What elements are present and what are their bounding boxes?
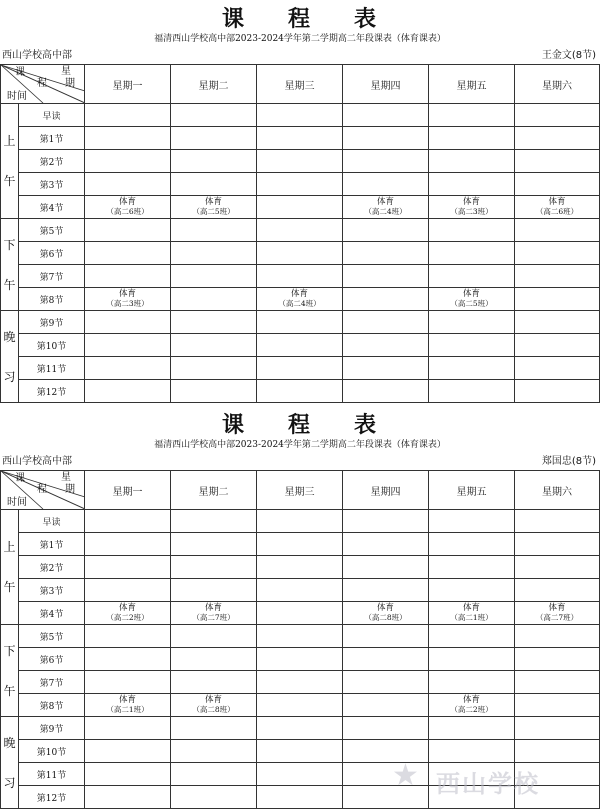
schedule-cell xyxy=(85,242,171,265)
schedule-cell xyxy=(85,556,171,579)
period-row xyxy=(1,265,600,288)
corner-cell xyxy=(1,65,85,104)
day-header: 星期一 xyxy=(85,471,171,510)
schedule-cell xyxy=(515,104,600,127)
session-char: 午 xyxy=(3,683,16,698)
day-header: 星期三 xyxy=(257,65,343,104)
schedule-cell xyxy=(515,196,600,219)
period-label: 第2节 xyxy=(19,556,85,579)
schedule-cell xyxy=(343,219,429,242)
period-row xyxy=(1,717,600,740)
period-label: 第11节 xyxy=(19,357,85,380)
watermark xyxy=(392,756,592,806)
schedule-cell xyxy=(429,173,515,196)
schedule-cell xyxy=(429,694,515,717)
schedule-cell xyxy=(85,357,171,380)
period-row xyxy=(1,242,600,265)
session-label xyxy=(1,625,19,717)
schedule-cell xyxy=(515,150,600,173)
period-label: 第3节 xyxy=(19,579,85,602)
schedule-cell xyxy=(171,150,257,173)
day-header: 星期三 xyxy=(257,471,343,510)
schedule-cell xyxy=(85,311,171,334)
corner-label-ke: 课 xyxy=(15,67,25,78)
school-name: 西山学校高中部 xyxy=(2,50,72,61)
class-text: （高二7班） xyxy=(192,613,235,622)
schedule-cell xyxy=(257,648,343,671)
schedule-cell xyxy=(85,648,171,671)
period-label: 第5节 xyxy=(19,625,85,648)
class-text: （高二6班） xyxy=(106,207,149,216)
day-header: 星期一 xyxy=(85,65,171,104)
schedule-cell xyxy=(171,625,257,648)
schedule-cell xyxy=(85,717,171,740)
period-label: 早读 xyxy=(19,104,85,127)
schedule-cell xyxy=(429,510,515,533)
schedule-cell xyxy=(429,127,515,150)
schedule-cell xyxy=(171,242,257,265)
schedule-cell xyxy=(515,648,600,671)
schedule-cell xyxy=(171,579,257,602)
class-text: （高二1班） xyxy=(450,613,493,622)
period-row xyxy=(1,510,600,533)
period-label: 第8节 xyxy=(19,288,85,311)
schedule-cell xyxy=(429,150,515,173)
subject-text: 体育 xyxy=(376,603,394,613)
schedule-cell xyxy=(257,694,343,717)
corner-label-xing: 星 xyxy=(61,472,71,483)
session-char: 晚 xyxy=(3,329,16,344)
schedule-cell xyxy=(515,265,600,288)
period-row xyxy=(1,671,600,694)
class-text: （高二4班） xyxy=(278,299,321,308)
schedule-cell xyxy=(171,357,257,380)
schedule-cell xyxy=(257,556,343,579)
schedule-cell xyxy=(257,242,343,265)
schedule-cell xyxy=(515,625,600,648)
subject-text: 体育 xyxy=(118,289,136,299)
schedule-cell xyxy=(257,288,343,311)
period-label: 第1节 xyxy=(19,127,85,150)
schedule-cell xyxy=(343,579,429,602)
schedule-cell xyxy=(257,533,343,556)
class-text: （高二5班） xyxy=(450,299,493,308)
period-label: 第2节 xyxy=(19,150,85,173)
corner-label-cheng: 程 xyxy=(37,78,47,89)
session-label xyxy=(1,219,19,311)
schedule-cell xyxy=(429,579,515,602)
schedule-cell xyxy=(85,763,171,786)
period-label: 第4节 xyxy=(19,602,85,625)
schedule-cell xyxy=(515,242,600,265)
schedule-cell xyxy=(171,763,257,786)
period-row xyxy=(1,311,600,334)
schedule-cell xyxy=(429,242,515,265)
schedule-cell xyxy=(257,219,343,242)
corner-label-ke: 课 xyxy=(15,473,25,484)
subject-text: 体育 xyxy=(462,289,480,299)
schedule-cell xyxy=(343,196,429,219)
schedule-cell xyxy=(171,127,257,150)
schedule-cell xyxy=(343,625,429,648)
day-header: 星期五 xyxy=(429,471,515,510)
subject-text: 体育 xyxy=(204,197,222,207)
subject-text: 体育 xyxy=(290,289,308,299)
schedule-cell xyxy=(257,173,343,196)
schedule-cell xyxy=(343,510,429,533)
schedule-cell xyxy=(343,265,429,288)
corner-label-xing: 星 xyxy=(61,66,71,77)
session-label xyxy=(1,717,19,809)
session-label xyxy=(1,510,19,625)
day-header: 星期二 xyxy=(171,471,257,510)
period-row xyxy=(1,196,600,219)
subject-text: 体育 xyxy=(462,197,480,207)
schedule-table xyxy=(0,64,600,403)
schedule-cell xyxy=(515,173,600,196)
period-label: 第3节 xyxy=(19,173,85,196)
schedule-cell xyxy=(515,671,600,694)
schedule-cell xyxy=(515,311,600,334)
schedule-cell xyxy=(429,334,515,357)
class-text: （高二1班） xyxy=(106,705,149,714)
schedule-cell xyxy=(171,104,257,127)
period-label: 第6节 xyxy=(19,648,85,671)
schedule-cell xyxy=(171,265,257,288)
period-row xyxy=(1,334,600,357)
schedule-cell xyxy=(515,602,600,625)
schedule-cell xyxy=(343,104,429,127)
sheet-title: 课 程 表 xyxy=(221,6,378,32)
period-row xyxy=(1,173,600,196)
class-text: （高二4班） xyxy=(364,207,407,216)
corner-label-qi: 期 xyxy=(65,78,75,89)
class-text: （高二7班） xyxy=(535,613,579,622)
schedule-cell xyxy=(429,625,515,648)
schedule-cell xyxy=(257,602,343,625)
schedule-cell xyxy=(85,786,171,809)
schedule-cell xyxy=(257,786,343,809)
period-row xyxy=(1,127,600,150)
schedule-cell xyxy=(85,150,171,173)
subject-text: 体育 xyxy=(204,695,222,705)
schedule-cell xyxy=(515,717,600,740)
schedule-cell xyxy=(257,510,343,533)
schedule-cell xyxy=(515,127,600,150)
class-text: （高二8班） xyxy=(364,613,407,622)
schedule-cell xyxy=(171,602,257,625)
schedule-cell xyxy=(257,625,343,648)
schedule-cell xyxy=(257,579,343,602)
schedule-cell xyxy=(515,694,600,717)
session-label xyxy=(1,104,19,219)
period-label: 第4节 xyxy=(19,196,85,219)
schedule-cell xyxy=(515,510,600,533)
period-label: 早读 xyxy=(19,510,85,533)
subject-text: 体育 xyxy=(118,197,136,207)
class-text: （高二3班） xyxy=(450,207,493,216)
watermark-text: 西山学校 xyxy=(436,770,540,798)
schedule-cell xyxy=(515,380,600,403)
schedule-cell xyxy=(429,219,515,242)
schedule-cell xyxy=(85,602,171,625)
schedule-cell xyxy=(343,380,429,403)
session-char: 上 xyxy=(3,134,16,148)
period-row xyxy=(1,694,600,717)
period-row xyxy=(1,150,600,173)
period-row xyxy=(1,288,600,311)
schedule-cell xyxy=(343,694,429,717)
sheet-title: 课 程 表 xyxy=(221,412,378,438)
sheet-subtitle: 福清西山学校高中部2023-2024学年第二学期高二年段课表（体育课表） xyxy=(154,440,446,450)
schedule-cell xyxy=(343,288,429,311)
schedule-cell xyxy=(429,717,515,740)
schedule-cell xyxy=(171,740,257,763)
schedule-cell xyxy=(85,265,171,288)
period-label: 第10节 xyxy=(19,334,85,357)
period-label: 第6节 xyxy=(19,242,85,265)
schedule-cell xyxy=(85,219,171,242)
period-row xyxy=(1,219,600,242)
schedule-cell xyxy=(515,533,600,556)
schedule-cell xyxy=(171,288,257,311)
schedule-cell xyxy=(429,288,515,311)
class-text: （高二5班） xyxy=(192,207,235,216)
schedule-cell xyxy=(343,242,429,265)
schedule-cell xyxy=(85,127,171,150)
schedule-cell xyxy=(257,311,343,334)
schedule-cell xyxy=(429,380,515,403)
schedule-cell xyxy=(171,533,257,556)
schedule-cell xyxy=(171,510,257,533)
schedule-cell xyxy=(257,150,343,173)
period-row xyxy=(1,104,600,127)
schedule-cell xyxy=(343,717,429,740)
schedule-cell xyxy=(515,334,600,357)
session-char: 习 xyxy=(3,369,16,384)
schedule-cell xyxy=(343,127,429,150)
period-label: 第1节 xyxy=(19,533,85,556)
schedule-cell xyxy=(171,648,257,671)
schedule-cell xyxy=(85,625,171,648)
schedule-cell xyxy=(171,671,257,694)
schedule-cell xyxy=(429,104,515,127)
subject-text: 体育 xyxy=(548,603,566,613)
schedule-cell xyxy=(85,173,171,196)
schedule-cell xyxy=(515,357,600,380)
schedule-cell xyxy=(515,556,600,579)
schedule-cell xyxy=(85,579,171,602)
session-char: 午 xyxy=(3,277,16,292)
schedule-cell xyxy=(429,533,515,556)
day-header: 星期六 xyxy=(515,471,600,510)
schedule-cell xyxy=(257,740,343,763)
schedule-cell xyxy=(257,196,343,219)
schedule-cell xyxy=(85,510,171,533)
subject-text: 体育 xyxy=(204,603,222,613)
corner-cell xyxy=(1,471,85,510)
schedule-cell xyxy=(171,196,257,219)
schedule-cell xyxy=(257,127,343,150)
schedule-cell xyxy=(343,357,429,380)
schedule-cell xyxy=(85,288,171,311)
schedule-cell xyxy=(343,150,429,173)
sheet-subtitle: 福清西山学校高中部2023-2024学年第二学期高二年段课表（体育课表） xyxy=(154,34,446,44)
schedule-cell xyxy=(85,671,171,694)
period-label: 第5节 xyxy=(19,219,85,242)
period-row xyxy=(1,579,600,602)
schedule-cell xyxy=(171,173,257,196)
schedule-cell xyxy=(343,648,429,671)
schedule-cell xyxy=(85,104,171,127)
schedule-cell xyxy=(257,717,343,740)
schedule-cell xyxy=(171,219,257,242)
corner-label-time: 时间 xyxy=(7,91,27,102)
schedule-cell xyxy=(257,380,343,403)
schedule-cell xyxy=(85,740,171,763)
schedule-cell xyxy=(429,602,515,625)
school-name: 西山学校高中部 xyxy=(2,456,72,467)
star-logo-icon: ★ xyxy=(392,758,421,793)
session-label xyxy=(1,311,19,403)
schedule-cell xyxy=(85,533,171,556)
period-label: 第12节 xyxy=(19,786,85,809)
schedule-cell xyxy=(429,265,515,288)
period-row xyxy=(1,357,600,380)
class-text: （高二2班） xyxy=(106,613,149,622)
period-label: 第9节 xyxy=(19,717,85,740)
schedule-cell xyxy=(171,556,257,579)
schedule-cell xyxy=(85,380,171,403)
period-row xyxy=(1,556,600,579)
schedule-cell xyxy=(429,311,515,334)
schedule-cell xyxy=(257,357,343,380)
subject-text: 体育 xyxy=(462,603,480,613)
schedule-cell xyxy=(85,334,171,357)
header-row xyxy=(1,65,600,104)
schedule-cell xyxy=(343,533,429,556)
schedule-cell xyxy=(171,380,257,403)
day-header: 星期四 xyxy=(343,471,429,510)
schedule-cell xyxy=(429,357,515,380)
day-header: 星期二 xyxy=(171,65,257,104)
schedule-cell xyxy=(429,671,515,694)
schedule-cell xyxy=(343,173,429,196)
period-label: 第10节 xyxy=(19,740,85,763)
day-header: 星期五 xyxy=(429,65,515,104)
period-label: 第8节 xyxy=(19,694,85,717)
corner-label-time: 时间 xyxy=(7,497,27,508)
schedule-cell xyxy=(257,671,343,694)
class-text: （高二3班） xyxy=(106,299,149,308)
schedule-cell xyxy=(257,334,343,357)
subject-text: 体育 xyxy=(462,695,480,705)
session-char: 午 xyxy=(3,174,16,188)
subject-text: 体育 xyxy=(118,603,136,613)
period-row xyxy=(1,380,600,403)
teacher-name: 王金文(8节) xyxy=(541,50,596,61)
schedule-cell xyxy=(257,265,343,288)
schedule-cell xyxy=(85,196,171,219)
schedule-cell xyxy=(257,763,343,786)
schedule-cell xyxy=(85,694,171,717)
day-header: 星期六 xyxy=(515,65,600,104)
session-char: 习 xyxy=(3,775,16,790)
session-char: 午 xyxy=(3,580,16,594)
schedule-cell xyxy=(429,196,515,219)
period-row xyxy=(1,602,600,625)
schedule-cell xyxy=(171,311,257,334)
period-row xyxy=(1,533,600,556)
schedule-cell xyxy=(343,671,429,694)
schedule-cell xyxy=(343,602,429,625)
session-char: 晚 xyxy=(3,735,16,750)
period-row xyxy=(1,648,600,671)
subject-text: 体育 xyxy=(548,197,566,207)
period-label: 第7节 xyxy=(19,671,85,694)
day-header: 星期四 xyxy=(343,65,429,104)
subject-text: 体育 xyxy=(376,197,394,207)
subject-text: 体育 xyxy=(118,695,136,705)
session-char: 上 xyxy=(3,540,16,554)
header-row xyxy=(1,471,600,510)
session-char: 下 xyxy=(3,237,16,252)
period-label: 第9节 xyxy=(19,311,85,334)
corner-label-qi: 期 xyxy=(65,484,75,495)
schedule-cell xyxy=(515,219,600,242)
class-text: （高二8班） xyxy=(192,705,235,714)
schedule-cell xyxy=(429,648,515,671)
schedule-cell xyxy=(515,579,600,602)
class-text: （高二2班） xyxy=(450,705,493,714)
schedule-cell xyxy=(343,556,429,579)
schedule-cell xyxy=(515,288,600,311)
class-text: （高二6班） xyxy=(535,207,579,216)
schedule-cell xyxy=(171,334,257,357)
schedule-cell xyxy=(171,717,257,740)
period-label: 第12节 xyxy=(19,380,85,403)
schedule-cell xyxy=(257,104,343,127)
schedule-cell xyxy=(343,334,429,357)
schedule-cell xyxy=(343,311,429,334)
schedule-cell xyxy=(429,556,515,579)
period-label: 第7节 xyxy=(19,265,85,288)
schedule-cell xyxy=(171,786,257,809)
schedule-cell xyxy=(171,694,257,717)
period-row xyxy=(1,625,600,648)
corner-label-cheng: 程 xyxy=(37,484,47,495)
period-label: 第11节 xyxy=(19,763,85,786)
teacher-name: 郑国忠(8节) xyxy=(541,456,596,467)
session-char: 下 xyxy=(3,643,16,658)
